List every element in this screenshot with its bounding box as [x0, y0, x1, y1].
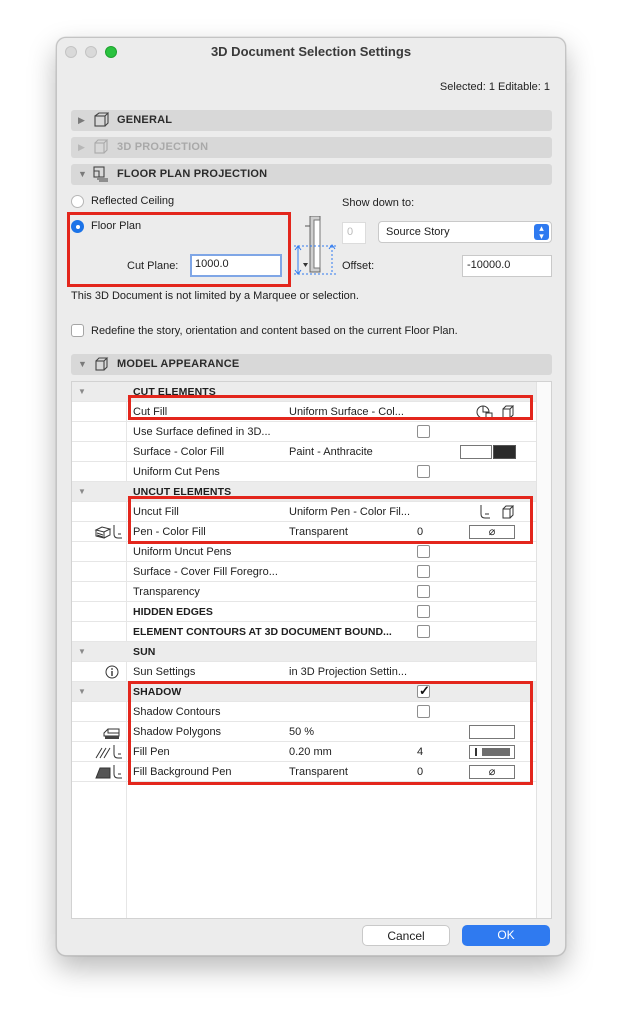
row-checkbox[interactable]: [417, 585, 430, 598]
pen-number: 0: [417, 526, 424, 538]
section-general[interactable]: [71, 110, 552, 131]
row-name: Transparency: [133, 586, 200, 598]
expand-arrow-icon: ▶: [78, 142, 85, 152]
section-title: 3D PROJECTION: [117, 141, 209, 153]
highlight-floor-plan-box: [67, 212, 291, 287]
row-name: CUT ELEMENTS: [133, 386, 216, 398]
table-row[interactable]: [72, 602, 537, 622]
table-group-header[interactable]: [72, 642, 537, 662]
row-value: 50 %: [289, 726, 315, 738]
background-pen-icon: [94, 764, 124, 780]
cut-plane-label: Cut Plane:: [127, 260, 179, 272]
collapse-arrow-icon: ▼: [78, 687, 86, 696]
surface-swatch-light[interactable]: [460, 445, 492, 459]
table-row[interactable]: [72, 562, 537, 582]
offset-label: Offset:: [342, 260, 375, 272]
table-row[interactable]: [72, 542, 537, 562]
reflected-ceiling-radio[interactable]: [71, 195, 84, 208]
source-story-value: Source Story: [386, 226, 450, 238]
floor-plan-icon: [93, 166, 109, 182]
highlight-cut-fill-box: [128, 395, 533, 420]
ok-button[interactable]: OK: [462, 925, 550, 946]
section-title: GENERAL: [117, 114, 173, 126]
show-down-to-label: Show down to:: [342, 197, 415, 209]
row-name: Pen - Color Fill: [133, 526, 206, 538]
row-name: SUN: [133, 646, 156, 658]
row-value: Uniform Pen - Color Fil...: [289, 506, 411, 518]
section-model-appearance[interactable]: [71, 354, 552, 375]
row-name: Shadow Contours: [133, 706, 221, 718]
cancel-button[interactable]: Cancel: [362, 925, 450, 946]
collapse-arrow-icon: ▼: [78, 169, 87, 179]
surface-swatch-dark[interactable]: [493, 445, 516, 459]
row-name: Surface - Cover Fill Foregro...: [133, 566, 278, 578]
floor-plan-label: Floor Plan: [91, 220, 142, 232]
highlight-shadow-box: [128, 681, 533, 785]
row-checkbox[interactable]: [417, 625, 430, 638]
cut-plane-diagram-icon: [292, 216, 338, 278]
row-name: ELEMENT CONTOURS AT 3D DOCUMENT BOUND...: [133, 626, 392, 638]
row-name: Fill Background Pen: [133, 766, 232, 778]
collapse-arrow-icon: ▼: [78, 387, 86, 396]
row-checkbox[interactable]: [417, 545, 430, 558]
transparent-swatch[interactable]: ⌀: [469, 525, 515, 539]
table-row[interactable]: [72, 662, 537, 682]
row-checkbox[interactable]: [417, 425, 430, 438]
section-title: FLOOR PLAN PROJECTION: [117, 168, 268, 180]
general-settings-icon: [93, 112, 109, 128]
row-name: SHADOW: [133, 686, 182, 698]
row-name: HIDDEN EDGES: [133, 606, 213, 618]
table-row[interactable]: [72, 442, 537, 462]
section-3d-projection[interactable]: [71, 137, 552, 158]
row-value: 0.20 mm: [289, 746, 332, 758]
table-row[interactable]: [72, 462, 537, 482]
info-icon[interactable]: [105, 665, 119, 679]
window-title: 3D Document Selection Settings: [210, 44, 412, 59]
projection-icon: [93, 139, 109, 155]
marquee-note: This 3D Document is not limited by a Marquee or selection.: [71, 290, 359, 302]
offset-input[interactable]: -10000.0: [462, 255, 552, 277]
pen-number: 0: [417, 766, 424, 778]
row-name: Uniform Cut Pens: [133, 466, 220, 478]
transparent-swatch[interactable]: ⌀: [469, 765, 515, 779]
row-name: Shadow Polygons: [133, 726, 222, 738]
row-name: Sun Settings: [133, 666, 196, 678]
show-down-story-input[interactable]: 0: [342, 222, 366, 244]
table-row[interactable]: [72, 622, 537, 642]
row-name: Cut Fill: [133, 406, 168, 418]
row-checkbox[interactable]: [417, 565, 430, 578]
row-value: Transparent: [289, 526, 348, 538]
row-name: Uncut Fill: [133, 506, 179, 518]
row-name: Surface - Color Fill: [133, 446, 225, 458]
reflected-ceiling-label: Reflected Ceiling: [91, 195, 175, 207]
source-story-select[interactable]: [378, 221, 552, 243]
row-name: UNCUT ELEMENTS: [133, 486, 232, 498]
model-appearance-icon: [93, 356, 109, 372]
collapse-arrow-icon: ▼: [78, 647, 86, 656]
row-checkbox[interactable]: [417, 605, 430, 618]
selection-status: Selected: 1 Editable: 1: [439, 81, 550, 93]
collapse-arrow-icon: ▼: [78, 359, 87, 369]
shadow-polygon-icon: [102, 724, 122, 740]
row-name: Fill Pen: [133, 746, 170, 758]
row-name: Uniform Uncut Pens: [133, 546, 232, 558]
table-row[interactable]: [72, 582, 537, 602]
row-checkbox[interactable]: [417, 465, 430, 478]
section-floor-plan-projection[interactable]: [71, 164, 552, 185]
highlight-uncut-fill-box: [128, 496, 533, 544]
redefine-label: Redefine the story, orientation and content based on the current Floor Plan.: [91, 325, 458, 337]
model-appearance-table: [71, 381, 552, 919]
title-bar: [57, 38, 565, 66]
row-value: Transparent: [289, 766, 348, 778]
pen-number: 4: [417, 746, 424, 758]
row-value: in 3D Projection Settin...: [289, 666, 408, 678]
row-value: Paint - Anthracite: [289, 446, 373, 458]
fill-pen-icon: [94, 524, 124, 540]
expand-arrow-icon: ▶: [78, 115, 85, 125]
redefine-checkbox[interactable]: [71, 324, 84, 337]
row-value: Uniform Surface - Col...: [289, 406, 404, 418]
cut-plane-input[interactable]: 1000.0: [190, 254, 282, 277]
select-chevrons-icon: ▴ ▾: [534, 224, 549, 240]
hatch-pen-icon: [94, 744, 124, 760]
collapse-arrow-icon: ▼: [78, 487, 86, 496]
row-name: Use Surface defined in 3D...: [133, 426, 271, 438]
section-title: MODEL APPEARANCE: [117, 358, 240, 370]
table-scrollbar[interactable]: [536, 382, 551, 918]
table-row[interactable]: [72, 422, 537, 442]
